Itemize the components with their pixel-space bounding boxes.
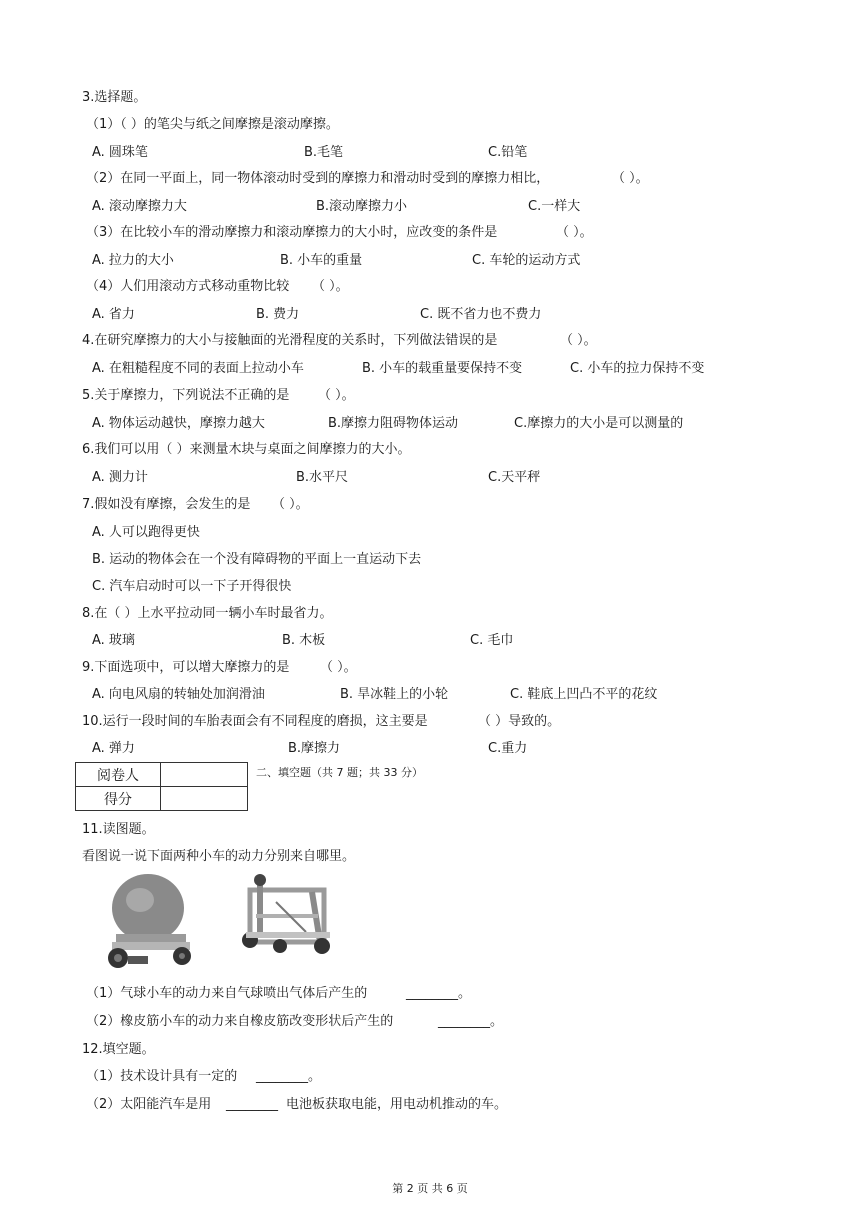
q3-4-option-b: B. 费力	[256, 307, 300, 322]
q3-3-paren: （ ）。	[556, 225, 593, 240]
q8-option-c: C. 毛巾	[470, 633, 514, 648]
q4-paren: （ ）。	[560, 333, 597, 348]
q12-title: 12.填空题。	[82, 1042, 155, 1057]
q7-option-b: B. 运动的物体会在一个没有障碍物的平面上一直运动下去	[92, 552, 422, 567]
q5-option-b: B.摩擦力阻碍物体运动	[328, 416, 459, 431]
q5-option-c: C.摩擦力的大小是可以测量的	[514, 416, 684, 431]
score-table	[75, 762, 248, 811]
q3-3-option-b: B. 小车的重量	[280, 253, 363, 268]
q12-line-2a: （2）太阳能汽车是用	[86, 1097, 212, 1112]
q11-blank-1: ________。	[406, 986, 472, 1001]
q12-blank-1: ________。	[256, 1069, 322, 1084]
q3-3-stem: （3）在比较小车的滑动摩擦力和滚动摩擦力的大小时，应改变的条件是	[86, 225, 498, 240]
section-2-heading: 二、填空题（共 7 题；共 33 分）	[256, 766, 423, 779]
q12-blank-2: ________	[226, 1097, 278, 1112]
q6-option-a: A. 测力计	[92, 470, 148, 485]
q3-4-stem: （4）人们用滚动方式移动重物比较	[86, 279, 290, 294]
q3-4-option-c: C. 既不省力也不费力	[420, 307, 542, 322]
q9-option-c: C. 鞋底上凹凸不平的花纹	[510, 687, 658, 702]
q9-option-a: A. 向电风扇的转轴处加润滑油	[92, 687, 265, 702]
q10-option-c: C.重力	[488, 741, 528, 756]
q7-option-a: A. 人可以跑得更快	[92, 525, 200, 540]
q4-option-b: B. 小车的载重量要保持不变	[362, 361, 523, 376]
q3-3-option-c: C. 车轮的运动方式	[472, 253, 581, 268]
q3-2-stem: （2）在同一平面上，同一物体滚动时受到的摩擦力和滑动时受到的摩擦力相比，	[86, 171, 550, 186]
q5-stem: 5.关于摩擦力，下列说法不正确的是	[82, 388, 290, 403]
q3-4-option-a: A. 省力	[92, 307, 135, 322]
q11-blank-2: ________。	[438, 1014, 504, 1029]
page-footer: 第 2 页 共 6 页	[392, 1182, 468, 1195]
q3-2-option-c: C.一样大	[528, 199, 581, 214]
q11-title: 11.读图题。	[82, 822, 155, 837]
q8-option-a: A. 玻璃	[92, 633, 135, 648]
score-label: 得分	[76, 787, 161, 811]
q3-1-option-c: C.铅笔	[488, 145, 528, 160]
score-cell	[161, 787, 248, 811]
rubber-band-car-image	[236, 872, 340, 968]
q4-option-c: C. 小车的拉力保持不变	[570, 361, 705, 376]
q10-option-b: B.摩擦力	[288, 741, 341, 756]
q3-3-option-a: A. 拉力的大小	[92, 253, 174, 268]
q5-option-a: A. 物体运动越快，摩擦力越大	[92, 416, 265, 431]
q8-stem: 8.在（ ）上水平拉动同一辆小车时最省力。	[82, 606, 333, 621]
q4-stem: 4.在研究摩擦力的大小与接触面的光滑程度的关系时，下列做法错误的是	[82, 333, 498, 348]
q10-paren: （ ）导致的。	[478, 714, 561, 729]
q11-line-2: （2）橡皮筋小车的动力来自橡皮筋改变形状后产生的	[86, 1014, 394, 1029]
q3-1-stem: （1）（ ）的笔尖与纸之间摩擦是滚动摩擦。	[86, 117, 339, 132]
q7-stem: 7.假如没有摩擦，会发生的是	[82, 497, 251, 512]
reviewer-cell	[161, 763, 248, 787]
q11-line-1: （1）气球小车的动力来自气球喷出气体后产生的	[86, 986, 368, 1001]
q10-option-a: A. 弹力	[92, 741, 135, 756]
q10-stem: 10.运行一段时间的车胎表面会有不同程度的磨损，这主要是	[82, 714, 428, 729]
q3-title: 3.选择题。	[82, 90, 147, 105]
q7-paren: （ ）。	[272, 497, 309, 512]
q12-line-1: （1）技术设计具有一定的	[86, 1069, 238, 1084]
reviewer-label: 阅卷人	[76, 763, 161, 787]
q12-line-2b: 电池板获取电能，用电动机推动的车。	[286, 1097, 508, 1112]
q4-option-a: A. 在粗糙程度不同的表面上拉动小车	[92, 361, 304, 376]
q9-stem: 9.下面选项中，可以增大摩擦力的是	[82, 660, 290, 675]
q9-option-b: B. 旱冰鞋上的小轮	[340, 687, 449, 702]
q5-paren: （ ）。	[318, 388, 355, 403]
q3-1-option-a: A. 圆珠笔	[92, 145, 148, 160]
q6-stem: 6.我们可以用（ ）来测量木块与桌面之间摩擦力的大小。	[82, 442, 411, 457]
q3-4-paren: （ ）。	[312, 279, 349, 294]
q3-2-option-a: A. 滚动摩擦力大	[92, 199, 187, 214]
balloon-car-image	[96, 872, 200, 972]
q6-option-b: B.水平尺	[296, 470, 349, 485]
q3-1-option-b: B.毛笔	[304, 145, 344, 160]
q11-intro: 看图说一说下面两种小车的动力分别来自哪里。	[82, 849, 356, 864]
q8-option-b: B. 木板	[282, 633, 326, 648]
q3-2-paren: （ ）。	[612, 171, 649, 186]
q7-option-c: C. 汽车启动时可以一下子开得很快	[92, 579, 292, 594]
q9-paren: （ ）。	[320, 660, 357, 675]
q3-2-option-b: B.滚动摩擦力小	[316, 199, 408, 214]
q6-option-c: C.天平秤	[488, 470, 541, 485]
